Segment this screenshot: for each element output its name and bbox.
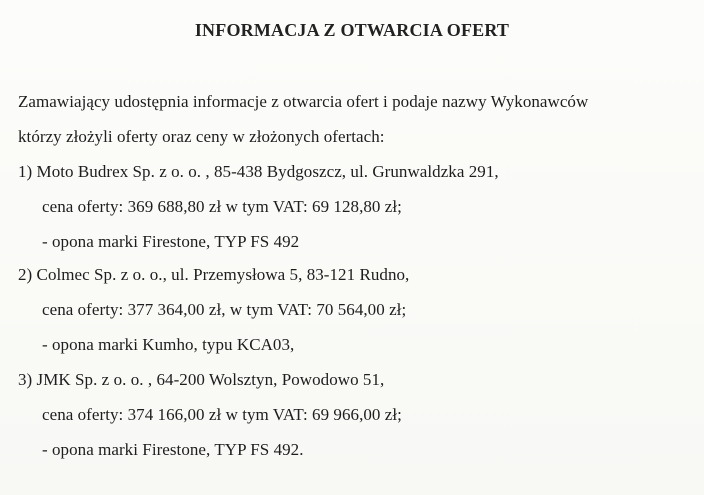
offer-2-company: 2) Colmec Sp. z o. o., ul. Przemysłowa 5, 83-121 Rudno, [18, 265, 410, 284]
offer-3-price: cena oferty: 374 166,00 zł w tym VAT: 69 966,00 zł; [42, 405, 402, 424]
offer-2-price: cena oferty: 377 364,00 zł, w tym VAT: 70 564,00 zł; [42, 300, 407, 319]
offer-3-tire: - opona marki Firestone, TYP FS 492. [42, 440, 304, 459]
offer-1-tire: - opona marki Firestone, TYP FS 492 [42, 232, 300, 251]
document-title: INFORMACJA Z OTWARCIA OFERT [194, 20, 510, 40]
offer-3-company: 3) JMK Sp. z o. o. , 64-200 Wolsztyn, Powodowo 51, [18, 370, 385, 389]
offer-1-price: cena oferty: 369 688,80 zł w tym VAT: 69 128,80 zł; [42, 197, 402, 216]
offer-1-company: 1) Moto Budrex Sp. z o. o. , 85-438 Bydgoszcz, ul. Grunwaldzka 291, [18, 162, 499, 181]
intro-line-2: którzy złożyli oferty oraz ceny w złożonych ofertach: [18, 127, 385, 146]
intro-line-1: Zamawiający udostępnia informacje z otwarcia ofert i podaje nazwy Wykonawców [18, 92, 589, 111]
offer-2-tire: - opona marki Kumho, typu KCA03, [42, 335, 295, 354]
